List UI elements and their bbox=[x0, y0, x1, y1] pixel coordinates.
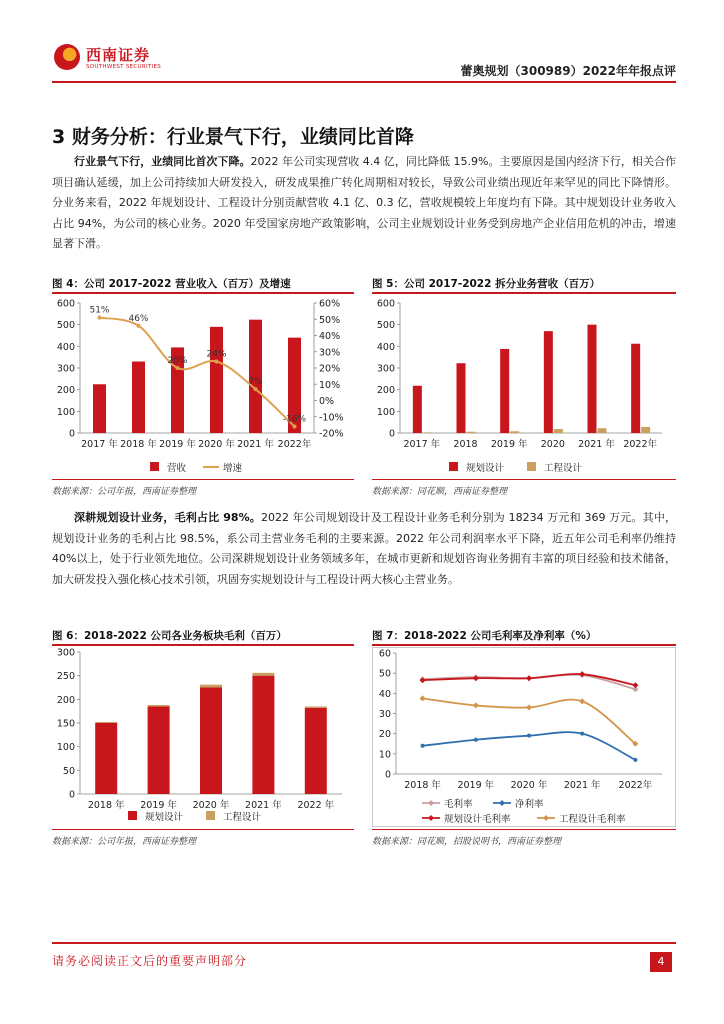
y2-tick-label: 50% bbox=[319, 314, 341, 326]
page-header bbox=[52, 38, 676, 80]
y-tick-label: 60 bbox=[378, 648, 391, 660]
growth-data-label: 24% bbox=[206, 349, 227, 360]
growth-data-label: 20% bbox=[167, 356, 188, 366]
legend-swatch bbox=[449, 462, 458, 471]
y-tick-label: 500 bbox=[56, 320, 75, 332]
margin-point bbox=[421, 744, 425, 748]
planning-revenue-bar bbox=[544, 331, 553, 433]
y-tick-label: 10 bbox=[378, 749, 391, 761]
y-tick-label: 30 bbox=[378, 709, 391, 720]
growth-point bbox=[137, 324, 141, 328]
x-tick-label: 2021 年 bbox=[578, 439, 615, 450]
y-tick-label: 500 bbox=[376, 320, 395, 332]
y2-tick-label: -20% bbox=[319, 428, 344, 440]
growth-point bbox=[254, 387, 258, 391]
growth-line bbox=[100, 318, 295, 427]
engineering-revenue-bar bbox=[467, 432, 476, 433]
paragraph-1-body: 2022 年公司实现营收 4.4 亿，同比降低 15.9%。主要原因是国内经济下行，相关合作项目确认延缓，加上公司持续加大研发投入，研发成果推广转化周期相对较长，导致公司业绩出现近年来罕见的同比下降情形。分业务来看，2022 年规划设计、工程设计分别贡献营收 4.1 亿、0.3 亿，营收规模较上年度均有下降。其中规划设计业务收入占比 94%，为公司的核心业务。2020 年受国家房地产政策影响，公司主业规划设计业务受到房地产企业信用危机的冲击，增速显著下滑。 bbox=[52, 155, 677, 250]
margin-point bbox=[473, 702, 479, 708]
legend-marker bbox=[499, 800, 505, 806]
x-tick-label: 2020 年 bbox=[192, 800, 230, 811]
x-tick-label: 2018 bbox=[453, 439, 478, 450]
legend-label: 增速 bbox=[223, 463, 243, 474]
legend-label: 净利率 bbox=[515, 799, 544, 810]
fig5-top-rule bbox=[372, 292, 676, 294]
planning-revenue-bar bbox=[457, 363, 466, 433]
growth-data-label: 7% bbox=[248, 377, 263, 388]
y2-tick-label: 0% bbox=[319, 396, 335, 407]
logo-name-cn: 西南证券 bbox=[86, 46, 151, 64]
growth-data-label: 51% bbox=[89, 305, 110, 316]
engineering-revenue-bar bbox=[423, 432, 432, 433]
y2-tick-label: 60% bbox=[319, 298, 341, 310]
margin-point bbox=[526, 704, 532, 710]
margin-point bbox=[580, 732, 584, 736]
margin-point bbox=[420, 695, 426, 701]
margin-point bbox=[579, 698, 585, 704]
y-tick-label: 300 bbox=[56, 647, 75, 659]
paragraph-1 bbox=[52, 152, 676, 255]
planning-profit-bar bbox=[95, 723, 117, 794]
fig7-bottom-rule bbox=[372, 829, 676, 830]
x-tick-label: 2019 年 bbox=[457, 780, 495, 791]
planning-profit-bar bbox=[200, 688, 222, 795]
fig4-source: 数据来源：公司年报，西南证券整理 bbox=[52, 487, 197, 497]
legend-swatch bbox=[206, 811, 215, 820]
growth-point bbox=[215, 360, 219, 364]
fig4-bottom-rule bbox=[52, 479, 354, 480]
y-tick-label: 0 bbox=[68, 428, 75, 440]
engineering-revenue-bar bbox=[641, 427, 650, 433]
fig7-source: 数据来源：同花顺，招股说明书，西南证券整理 bbox=[372, 837, 562, 847]
header-divider bbox=[52, 81, 676, 83]
y-tick-label: 600 bbox=[376, 298, 395, 310]
x-tick-label: 2020 年 bbox=[198, 439, 235, 450]
paragraph-2-body: 2022 年公司规划设计及工程设计业务毛利分别为 18234 万元和 369 万元。其中，规划设计业务的毛利占比 98.5%，系公司主营业务毛利的主要来源。2022 年公司利润率水平下降，近五年公司毛利率仍维持 40%以上，处于行业领先地位。公司深耕规划设计业务领域多年，在城市更新和规划咨询业务拥有丰富的项目经验和技术储备，加大研发投入强化核心技术引领，巩固夯实规划设计与工程设计两大核心主营业务。 bbox=[52, 511, 676, 586]
fig7-top-rule bbox=[372, 644, 676, 646]
fig4-chart bbox=[52, 295, 354, 477]
engineering-profit-bar bbox=[305, 706, 327, 707]
y-tick-label: 150 bbox=[56, 718, 75, 730]
x-tick-label: 2021 年 bbox=[563, 780, 601, 791]
planning-revenue-bar bbox=[588, 325, 597, 433]
x-tick-label: 2021 年 bbox=[245, 800, 282, 811]
y-tick-label: 300 bbox=[56, 363, 75, 375]
legend-label: 工程设计毛利率 bbox=[559, 814, 626, 825]
paragraph-1-lead: 行业景气下行，业绩同比首次下降。 bbox=[74, 155, 251, 168]
legend-marker bbox=[428, 815, 434, 821]
fig5-title: 图 5：公司 2017-2022 拆分业务营收（百万） bbox=[372, 278, 601, 290]
fig6-chart bbox=[52, 647, 354, 827]
planning-revenue-bar bbox=[631, 344, 640, 433]
y2-tick-label: 30% bbox=[319, 347, 341, 359]
x-tick-label: 2018 年 bbox=[404, 780, 441, 791]
x-tick-label: 2019 年 bbox=[159, 439, 196, 450]
x-tick-label: 2017 年 bbox=[403, 439, 441, 450]
footer-divider bbox=[52, 942, 676, 944]
engineering-profit-bar bbox=[252, 673, 274, 676]
y-tick-label: 100 bbox=[56, 742, 75, 754]
y-tick-label: 400 bbox=[376, 341, 395, 353]
planning-profit-bar bbox=[148, 706, 170, 794]
engineering-profit-bar bbox=[200, 685, 222, 688]
y-tick-label: 200 bbox=[56, 385, 75, 397]
logo-icon bbox=[54, 44, 80, 70]
fig5-chart bbox=[372, 295, 676, 477]
revenue-bar bbox=[132, 362, 145, 434]
x-tick-label: 2017 年 bbox=[81, 439, 118, 450]
fig6-top-rule bbox=[52, 644, 354, 646]
margin-point bbox=[473, 675, 479, 681]
x-tick-label: 2018 年 bbox=[120, 439, 157, 450]
legend-label: 工程设计 bbox=[223, 812, 262, 823]
engineering-revenue-bar bbox=[598, 428, 607, 433]
planning-revenue-bar bbox=[500, 349, 509, 433]
engineering-profit-bar bbox=[95, 722, 117, 723]
footer-disclaimer: 请务必阅读正文后的重要声明部分 bbox=[52, 954, 248, 968]
y2-tick-label: 40% bbox=[319, 331, 341, 342]
margin-point bbox=[633, 758, 637, 762]
revenue-bar bbox=[93, 384, 106, 433]
section-title: 3 财务分析：行业景气下行，业绩同比首降 bbox=[52, 126, 414, 148]
legend-marker bbox=[543, 815, 549, 821]
planning-revenue-bar bbox=[413, 386, 422, 433]
revenue-bar bbox=[210, 327, 223, 433]
legend-swatch bbox=[128, 811, 137, 820]
y-tick-label: 0 bbox=[384, 769, 391, 781]
fig4-title: 图 4：公司 2017-2022 营业收入（百万）及增速 bbox=[52, 278, 291, 290]
y-tick-label: 100 bbox=[56, 406, 75, 418]
x-tick-label: 2019 年 bbox=[140, 800, 177, 811]
fig4-top-rule bbox=[52, 292, 354, 294]
y-tick-label: 50 bbox=[378, 668, 391, 680]
logo-name-en: SOUTHWEST SECURITIES bbox=[86, 64, 162, 70]
legend-marker bbox=[428, 800, 434, 806]
engineering-profit-bar bbox=[148, 705, 170, 706]
y2-tick-label: -10% bbox=[319, 412, 344, 424]
y-tick-label: 250 bbox=[56, 671, 75, 683]
y-tick-label: 20 bbox=[378, 729, 391, 741]
fig7-title: 图 7：2018-2022 公司毛利率及净利率（%） bbox=[372, 630, 597, 642]
legend-label: 规划设计毛利率 bbox=[444, 814, 511, 825]
legend-swatch bbox=[150, 462, 159, 471]
planning-profit-bar bbox=[252, 676, 274, 794]
growth-point bbox=[98, 316, 102, 320]
paragraph-2 bbox=[52, 508, 676, 590]
margin-point bbox=[527, 734, 531, 738]
paragraph-2-lead: 深耕规划设计业务，毛利占比 98%。 bbox=[74, 511, 261, 524]
margin-point bbox=[474, 738, 478, 742]
margin-point bbox=[526, 675, 532, 681]
y-tick-label: 400 bbox=[56, 341, 75, 353]
y-tick-label: 300 bbox=[376, 363, 395, 375]
legend-label: 毛利率 bbox=[444, 799, 473, 810]
fig5-source: 数据来源：同花顺，西南证券整理 bbox=[372, 487, 508, 497]
page-number: 4 bbox=[650, 952, 672, 972]
fig6-bottom-rule bbox=[52, 829, 354, 830]
legend-label: 规划设计 bbox=[145, 812, 184, 823]
x-tick-label: 2021 年 bbox=[237, 439, 274, 450]
y-tick-label: 600 bbox=[56, 298, 75, 310]
growth-point bbox=[293, 425, 297, 429]
engineering-revenue-bar bbox=[554, 429, 563, 433]
planning-profit-bar bbox=[305, 708, 327, 794]
engineering-revenue-bar bbox=[510, 431, 519, 433]
company-logo bbox=[52, 42, 182, 76]
fig6-source: 数据来源：公司年报，西南证券整理 bbox=[52, 837, 197, 847]
fig6-title: 图 6：2018-2022 公司各业务板块毛利（百万） bbox=[52, 630, 287, 642]
x-tick-label: 2020 年 bbox=[510, 780, 548, 791]
legend-label: 工程设计 bbox=[544, 463, 583, 474]
y-tick-label: 200 bbox=[56, 694, 75, 706]
x-tick-label: 2018 年 bbox=[87, 800, 125, 811]
fig5-bottom-rule bbox=[372, 479, 676, 480]
y-tick-label: 40 bbox=[378, 688, 391, 700]
x-tick-label: 2022 年 bbox=[297, 800, 335, 811]
x-tick-label: 2022年 bbox=[277, 439, 312, 450]
y-tick-label: 200 bbox=[376, 385, 395, 397]
y-tick-label: 100 bbox=[376, 406, 395, 418]
report-title: 蕾奥规划（300989）2022年年报点评 bbox=[460, 64, 676, 78]
growth-point bbox=[176, 366, 180, 370]
fig7-chart bbox=[372, 647, 676, 827]
x-tick-label: 2022年 bbox=[618, 780, 653, 791]
y-tick-label: 50 bbox=[62, 765, 75, 777]
y-tick-label: 0 bbox=[68, 789, 75, 801]
x-tick-label: 2022年 bbox=[623, 439, 658, 450]
y2-tick-label: 10% bbox=[319, 379, 341, 391]
y2-tick-label: 20% bbox=[319, 363, 341, 375]
growth-data-label: -16% bbox=[282, 414, 307, 425]
legend-swatch bbox=[527, 462, 536, 471]
x-tick-label: 2019 年 bbox=[490, 439, 528, 450]
y-tick-label: 0 bbox=[388, 428, 395, 440]
legend-label: 规划设计 bbox=[466, 463, 505, 474]
margin-point bbox=[420, 677, 426, 683]
growth-data-label: 46% bbox=[128, 313, 149, 324]
margin-point bbox=[632, 682, 638, 688]
legend-label: 营收 bbox=[167, 463, 187, 474]
x-tick-label: 2020 bbox=[540, 439, 565, 450]
